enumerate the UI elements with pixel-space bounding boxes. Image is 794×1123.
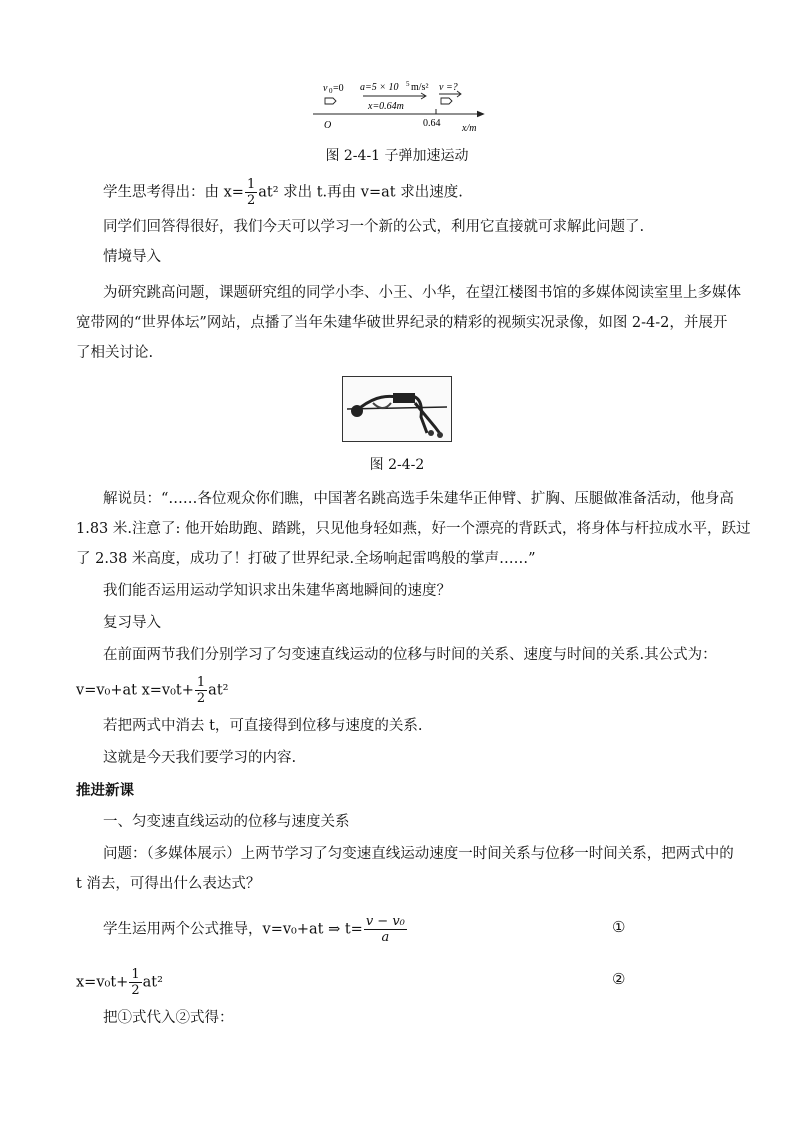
- svg-text:=0: =0: [333, 83, 344, 94]
- fraction-half: $\frac{1}{2}$: [131, 967, 140, 998]
- heading-new-lesson: 推进新课: [76, 782, 134, 799]
- equation-marker-2: ②: [612, 970, 626, 988]
- svg-text:m/s²: m/s²: [411, 82, 429, 93]
- v-unknown-label: v =?: [439, 82, 458, 93]
- fraction-half: $\frac{1}{2}$: [246, 177, 256, 208]
- paragraph-previous-sections: 在前面两节我们分别学习了匀变速直线运动的位移与时间的关系、速度与时间的关系.其公式为：: [103, 647, 717, 663]
- axis-label: x/m: [462, 123, 477, 134]
- derivation-step-1: 学生运用两个公式推导，v=v₀+at ⇒ t= $\frac{\text{v − v₀}}{a}$: [103, 914, 405, 945]
- tick-label: 0.64: [423, 118, 441, 129]
- paragraph-problem-line1: 问题：（多媒体展示）上两节学习了匀变速直线运动速度一时间关系与位移一时间关系，把两式中的: [103, 846, 734, 862]
- formula-line: v=v₀+at x=v₀t+ $\frac{1}{2}$ at²: [76, 675, 229, 706]
- paragraph-research-line2: 宽带网的“世界体坛”网站，点播了当年朱建华破世界纪录的精彩的视频实况录像，如图 2-4-2，并展开: [76, 315, 728, 331]
- fraction-v-minus-v0-over-a: $\frac{\text{v − v₀}}{a}$: [365, 914, 405, 945]
- section-heading-1: 一、匀变速直线运动的位移与速度关系: [103, 814, 350, 830]
- figure-caption-2-4-2: 图 2-4-2: [369, 457, 425, 473]
- paragraph-todays-content: 这就是今天我们要学习的内容.: [103, 750, 297, 766]
- equation-marker-1: ①: [612, 918, 626, 936]
- paragraph-eliminate-t: 若把两式中消去 t，可直接得到位移与速度的关系.: [103, 718, 423, 734]
- x-distance-label: x=0.64m: [368, 101, 404, 112]
- paragraph-question: 我们能否运用运动学知识求出朱建华离地瞬间的速度？: [103, 583, 451, 599]
- paragraph-problem-line2: t 消去，可得出什么表达式？: [76, 876, 261, 892]
- bullet-icon: [325, 98, 336, 104]
- svg-text:0: 0: [329, 87, 333, 95]
- paragraph-commentator-line2: 1.83 米.注意了: 他开始助跑、踏跳，只见他身轻如燕，好一个漂亮的背跃式，将身体与杆拉成水平，跃过: [76, 521, 751, 537]
- paragraph-substitute: 把①式代入②式得：: [103, 1010, 234, 1026]
- figure-caption-2-4-1: 图 2-4-1 子弹加速运动: [325, 148, 469, 164]
- paragraph-commentator-line1: 解说员：“……各位观众你们瞧，中国著名跳高选手朱建华正伸臂、扩胸、压腿做准备活动，他身高: [103, 491, 734, 507]
- heading-scenario-intro: 情境导入: [103, 249, 161, 265]
- bullet-end-icon: [441, 98, 452, 104]
- paragraph-research-line1: 为研究跳高问题，课题研究组的同学小李、小王、小华，在望江楼图书馆的多媒体阅读室里上多媒体: [103, 285, 741, 301]
- paragraph-student-thinking: 学生思考得出：由 x= $\frac{1}{2}$ at² 求出 t.再由 v=at 求出速度.: [103, 177, 463, 208]
- v0-label: v: [323, 83, 328, 94]
- paragraph-commentator-line3: 了 2.38 米高度，成功了！打破了世界纪录.全场响起雷鸣般的掌声……”: [76, 551, 536, 567]
- paragraph-research-line3: 了相关讨论.: [76, 345, 154, 361]
- svg-text:5: 5: [406, 80, 410, 88]
- fraction-half: $\frac{1}{2}$: [196, 675, 206, 706]
- high-jump-image: [342, 376, 452, 442]
- derivation-step-2: x=v₀t+ $\frac{1}{2}$ at²: [76, 967, 163, 998]
- paragraph-teacher-reply: 同学们回答得很好，我们今天可以学习一个新的公式，利用它直接就可求解此问题了.: [103, 219, 645, 235]
- heading-review-intro: 复习导入: [103, 615, 161, 631]
- origin-label: O: [324, 120, 332, 131]
- acceleration-label: a=5 × 10: [360, 82, 399, 93]
- bullet-acceleration-diagram: [305, 80, 490, 136]
